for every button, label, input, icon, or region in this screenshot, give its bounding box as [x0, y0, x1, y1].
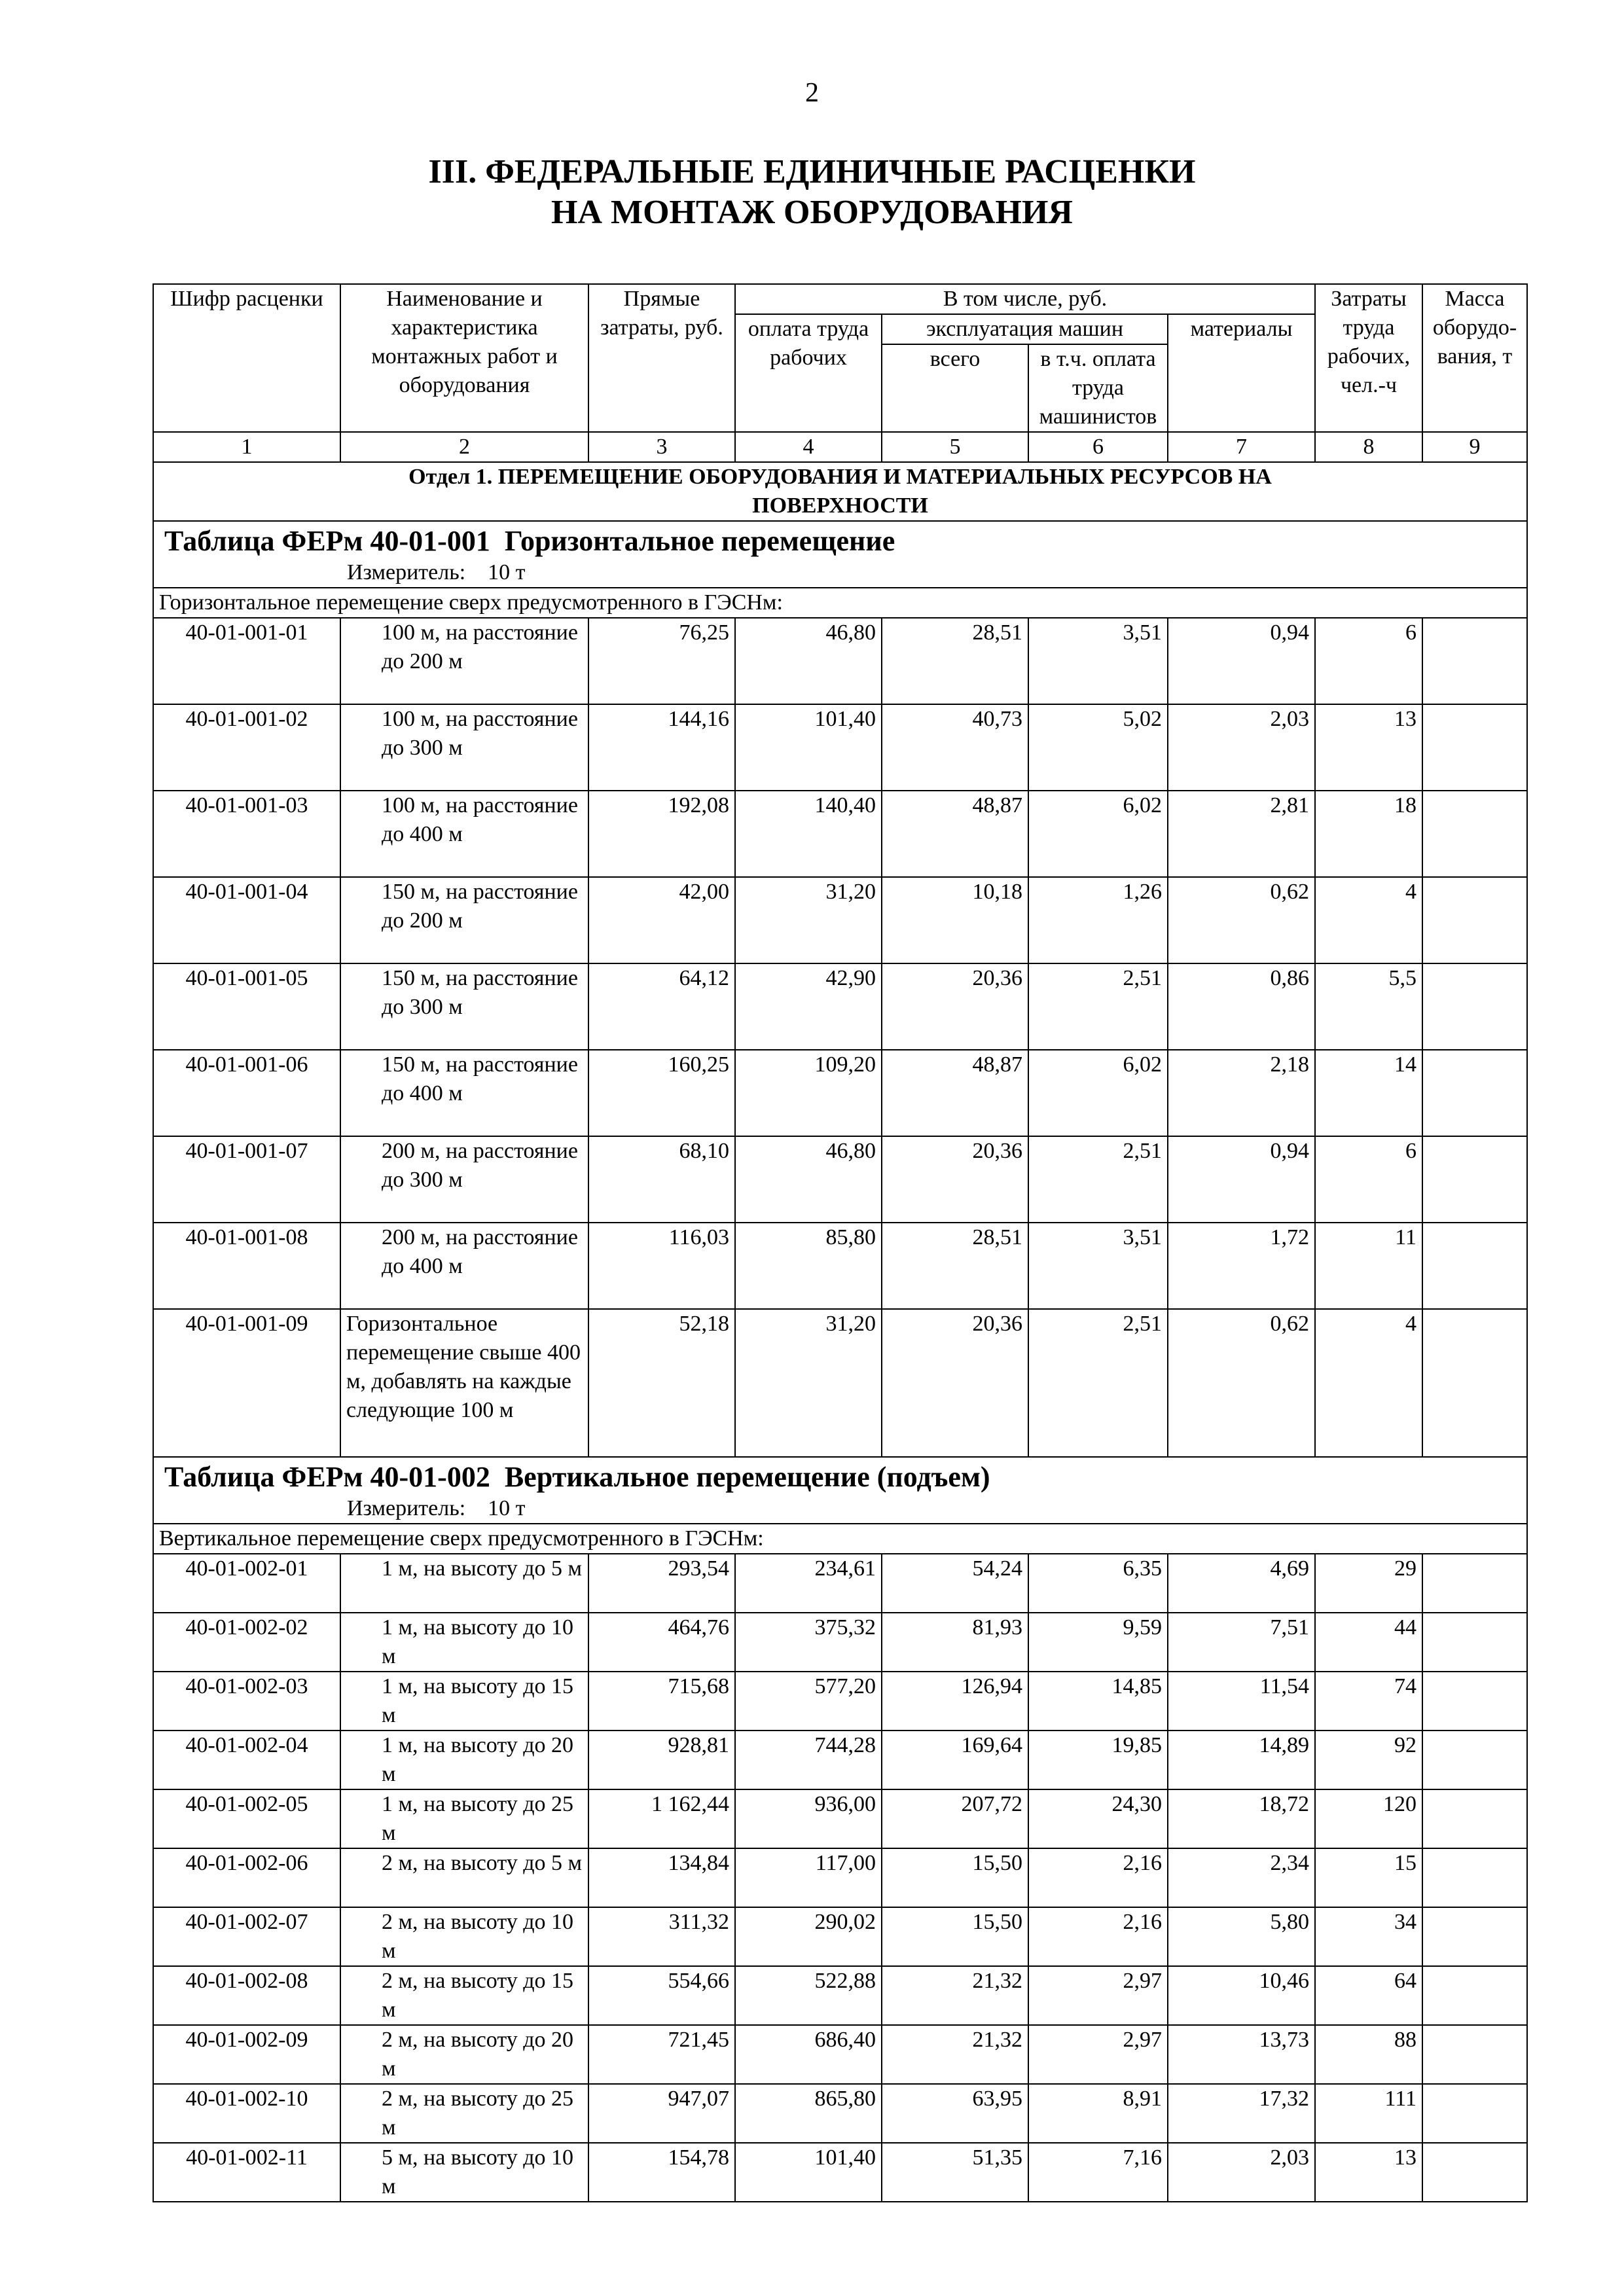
table-row	[153, 1672, 1527, 1731]
table-row	[153, 1050, 1527, 1136]
equipment-mass	[1422, 1789, 1527, 1848]
machine-cost: 48,87	[882, 1050, 1028, 1136]
work-name: 150 м, на расстояние до 300 м	[340, 963, 588, 1050]
header-materials: материалы	[1168, 314, 1315, 432]
machine-cost: 63,95	[882, 2084, 1028, 2143]
machine-cost: 10,18	[882, 877, 1028, 963]
rate-code: 40-01-001-04	[153, 877, 340, 963]
work-name: 2 м, на высоту до 25 м	[340, 2084, 588, 2143]
materials-cost: 2,03	[1168, 704, 1315, 791]
materials-cost: 0,94	[1168, 1136, 1315, 1223]
rates-table	[153, 283, 1528, 2202]
work-name: 2 м, на высоту до 10 м	[340, 1907, 588, 1966]
direct-cost: 52,18	[588, 1309, 735, 1457]
materials-cost: 0,86	[1168, 963, 1315, 1050]
equipment-mass	[1422, 1848, 1527, 1907]
table-row	[153, 2084, 1527, 2143]
machine-cost: 20,36	[882, 1136, 1028, 1223]
table-row	[153, 2143, 1527, 2202]
machinist-pay: 3,51	[1028, 1223, 1168, 1309]
machine-cost: 15,50	[882, 1907, 1028, 1966]
labor-pay: 140,40	[735, 791, 882, 877]
machine-cost: 126,94	[882, 1672, 1028, 1731]
direct-cost: 68,10	[588, 1136, 735, 1223]
table-title: Таблица ФЕРм 40-01-002 Вертикальное перемещение (подъем)	[164, 1461, 990, 1493]
direct-cost: 947,07	[588, 2084, 735, 2143]
labor-hours: 44	[1315, 1613, 1422, 1672]
equipment-mass	[1422, 1613, 1527, 1672]
section-title-line-2: ПОВЕРХНОСТИ	[752, 493, 928, 518]
work-name: 1 м, на высоту до 15 м	[340, 1672, 588, 1731]
machine-cost: 20,36	[882, 963, 1028, 1050]
header-labor-cost: Затраты труда рабочих, чел.-ч	[1315, 284, 1422, 432]
labor-hours: 14	[1315, 1050, 1422, 1136]
labor-pay: 522,88	[735, 1966, 882, 2025]
direct-cost: 192,08	[588, 791, 735, 877]
direct-cost: 76,25	[588, 618, 735, 704]
labor-pay: 117,00	[735, 1848, 882, 1907]
equipment-mass	[1422, 1136, 1527, 1223]
labor-hours: 13	[1315, 2143, 1422, 2202]
table-row	[153, 1554, 1527, 1613]
direct-cost: 134,84	[588, 1848, 735, 1907]
rate-code: 40-01-001-02	[153, 704, 340, 791]
materials-cost: 10,46	[1168, 1966, 1315, 2025]
work-name: 2 м, на высоту до 5 м	[340, 1848, 588, 1907]
labor-hours: 6	[1315, 618, 1422, 704]
column-number: 4	[735, 432, 882, 462]
equipment-mass	[1422, 618, 1527, 704]
labor-pay: 375,32	[735, 1613, 882, 1672]
machine-cost: 48,87	[882, 791, 1028, 877]
labor-hours: 74	[1315, 1672, 1422, 1731]
labor-hours: 88	[1315, 2025, 1422, 2084]
table-row	[153, 704, 1527, 791]
table-row	[153, 1309, 1527, 1457]
materials-cost: 13,73	[1168, 2025, 1315, 2084]
column-number: 2	[340, 432, 588, 462]
header-direct: Прямые затраты, руб.	[588, 284, 735, 432]
rate-code: 40-01-001-08	[153, 1223, 340, 1309]
work-name: 1 м, на высоту до 20 м	[340, 1731, 588, 1789]
labor-hours: 15	[1315, 1848, 1422, 1907]
machinist-pay: 24,30	[1028, 1789, 1168, 1848]
header-total: всего	[882, 344, 1028, 432]
table-subheader: Вертикальное перемещение сверх предусмотренного в ГЭСНм:	[153, 1524, 1527, 1554]
machinist-pay: 2,51	[1028, 1136, 1168, 1223]
table-measure: Измеритель: 10 т	[347, 560, 526, 584]
materials-cost: 0,94	[1168, 618, 1315, 704]
materials-cost: 7,51	[1168, 1613, 1315, 1672]
materials-cost: 2,81	[1168, 791, 1315, 877]
column-number: 6	[1028, 432, 1168, 462]
direct-cost: 464,76	[588, 1613, 735, 1672]
equipment-mass	[1422, 1966, 1527, 2025]
materials-cost: 5,80	[1168, 1907, 1315, 1966]
table-row	[153, 791, 1527, 877]
equipment-mass	[1422, 2143, 1527, 2202]
equipment-mass	[1422, 1672, 1527, 1731]
machinist-pay: 19,85	[1028, 1731, 1168, 1789]
section-row	[153, 462, 1527, 521]
rate-code: 40-01-001-05	[153, 963, 340, 1050]
labor-hours: 5,5	[1315, 963, 1422, 1050]
machinist-pay: 5,02	[1028, 704, 1168, 791]
section-title	[153, 462, 1527, 521]
work-name: 2 м, на высоту до 20 м	[340, 2025, 588, 2084]
table-row	[153, 877, 1527, 963]
section-title-line-1: Отдел 1. ПЕРЕМЕЩЕНИЕ ОБОРУДОВАНИЯ И МАТЕРИАЛЬНЫХ РЕСУРСОВ НА	[408, 465, 1272, 489]
table-row	[153, 1223, 1527, 1309]
machine-cost: 28,51	[882, 618, 1028, 704]
page-title	[0, 152, 1624, 233]
table-row	[153, 1789, 1527, 1848]
rate-code: 40-01-002-08	[153, 1966, 340, 2025]
labor-hours: 11	[1315, 1223, 1422, 1309]
work-name: 5 м, на высоту до 10 м	[340, 2143, 588, 2202]
work-name: 1 м, на высоту до 5 м	[340, 1554, 588, 1613]
machinist-pay: 6,02	[1028, 791, 1168, 877]
table-row	[153, 2025, 1527, 2084]
machine-cost: 21,32	[882, 1966, 1028, 2025]
table-row	[153, 963, 1527, 1050]
materials-cost: 2,03	[1168, 2143, 1315, 2202]
column-number: 1	[153, 432, 340, 462]
machine-cost: 20,36	[882, 1309, 1028, 1457]
labor-pay: 234,61	[735, 1554, 882, 1613]
work-name: 150 м, на расстояние до 200 м	[340, 877, 588, 963]
column-number: 8	[1315, 432, 1422, 462]
machine-cost: 21,32	[882, 2025, 1028, 2084]
rate-code: 40-01-002-10	[153, 2084, 340, 2143]
table-subheader: Горизонтальное перемещение сверх предусмотренного в ГЭСНм:	[153, 588, 1527, 618]
labor-pay: 46,80	[735, 618, 882, 704]
work-name: 2 м, на высоту до 15 м	[340, 1966, 588, 2025]
machinist-pay: 2,51	[1028, 1309, 1168, 1457]
work-name: 100 м, на расстояние до 400 м	[340, 791, 588, 877]
table-row	[153, 1731, 1527, 1789]
machine-cost: 54,24	[882, 1554, 1028, 1613]
rate-code: 40-01-001-07	[153, 1136, 340, 1223]
machine-cost: 169,64	[882, 1731, 1028, 1789]
labor-hours: 120	[1315, 1789, 1422, 1848]
work-name: 200 м, на расстояние до 300 м	[340, 1136, 588, 1223]
work-name: 200 м, на расстояние до 400 м	[340, 1223, 588, 1309]
table-row	[153, 1907, 1527, 1966]
labor-hours: 6	[1315, 1136, 1422, 1223]
direct-cost: 554,66	[588, 1966, 735, 2025]
materials-cost: 18,72	[1168, 1789, 1315, 1848]
materials-cost: 4,69	[1168, 1554, 1315, 1613]
direct-cost: 311,32	[588, 1907, 735, 1966]
header-including: В том числе, руб.	[735, 284, 1315, 314]
equipment-mass	[1422, 791, 1527, 877]
rate-code: 40-01-002-11	[153, 2143, 340, 2202]
equipment-mass	[1422, 704, 1527, 791]
machine-cost: 40,73	[882, 704, 1028, 791]
rate-code: 40-01-002-03	[153, 1672, 340, 1731]
page-number: 2	[805, 78, 819, 108]
direct-cost: 1 162,44	[588, 1789, 735, 1848]
materials-cost: 2,18	[1168, 1050, 1315, 1136]
header-row	[153, 284, 1527, 314]
machinist-pay: 6,35	[1028, 1554, 1168, 1613]
rate-code: 40-01-001-09	[153, 1309, 340, 1457]
machine-cost: 81,93	[882, 1613, 1028, 1672]
table-title-row	[153, 521, 1527, 588]
header-machine-op: эксплуатация машин	[882, 314, 1168, 344]
machine-cost: 51,35	[882, 2143, 1028, 2202]
header-mass: Масса оборудо-вания, т	[1422, 284, 1527, 432]
labor-pay: 290,02	[735, 1907, 882, 1966]
materials-cost: 11,54	[1168, 1672, 1315, 1731]
table-title: Таблица ФЕРм 40-01-001 Горизонтальное перемещение	[164, 525, 895, 557]
header-code: Шифр расценки	[153, 284, 340, 432]
table-title-row	[153, 1457, 1527, 1524]
column-number: 5	[882, 432, 1028, 462]
equipment-mass	[1422, 877, 1527, 963]
equipment-mass	[1422, 1554, 1527, 1613]
table-subheader-row	[153, 588, 1527, 618]
rate-code: 40-01-002-06	[153, 1848, 340, 1907]
labor-pay: 101,40	[735, 704, 882, 791]
direct-cost: 144,16	[588, 704, 735, 791]
labor-hours: 29	[1315, 1554, 1422, 1613]
machinist-pay: 6,02	[1028, 1050, 1168, 1136]
column-number: 9	[1422, 432, 1527, 462]
labor-pay: 101,40	[735, 2143, 882, 2202]
equipment-mass	[1422, 1907, 1527, 1966]
page-title-line-1: III. ФЕДЕРАЛЬНЫЕ ЕДИНИЧНЫЕ РАСЦЕНКИ	[428, 153, 1196, 190]
materials-cost: 0,62	[1168, 877, 1315, 963]
work-name: 150 м, на расстояние до 400 м	[340, 1050, 588, 1136]
labor-hours: 92	[1315, 1731, 1422, 1789]
equipment-mass	[1422, 1731, 1527, 1789]
table-row	[153, 1136, 1527, 1223]
machine-cost: 28,51	[882, 1223, 1028, 1309]
labor-pay: 85,80	[735, 1223, 882, 1309]
labor-pay: 109,20	[735, 1050, 882, 1136]
labor-pay: 744,28	[735, 1731, 882, 1789]
work-name: Горизонтальное перемещение свыше 400 м, добавлять на каждые следующие 100 м	[340, 1309, 588, 1457]
materials-cost: 1,72	[1168, 1223, 1315, 1309]
direct-cost: 928,81	[588, 1731, 735, 1789]
machinist-pay: 2,97	[1028, 1966, 1168, 2025]
equipment-mass	[1422, 1223, 1527, 1309]
labor-pay: 31,20	[735, 1309, 882, 1457]
column-numbers-row	[153, 432, 1527, 462]
header-labor-pay: оплата труда рабочих	[735, 314, 882, 432]
rate-code: 40-01-002-09	[153, 2025, 340, 2084]
labor-pay: 936,00	[735, 1789, 882, 1848]
column-number: 7	[1168, 432, 1315, 462]
materials-cost: 2,34	[1168, 1848, 1315, 1907]
machinist-pay: 2,97	[1028, 2025, 1168, 2084]
equipment-mass	[1422, 1050, 1527, 1136]
machinist-pay: 8,91	[1028, 2084, 1168, 2143]
direct-cost: 721,45	[588, 2025, 735, 2084]
labor-pay: 46,80	[735, 1136, 882, 1223]
direct-cost: 154,78	[588, 2143, 735, 2202]
table-row	[153, 1848, 1527, 1907]
labor-hours: 4	[1315, 1309, 1422, 1457]
table-title-cell	[153, 521, 1527, 588]
machinist-pay: 2,16	[1028, 1907, 1168, 1966]
direct-cost: 64,12	[588, 963, 735, 1050]
work-name: 1 м, на высоту до 10 м	[340, 1613, 588, 1672]
rate-code: 40-01-001-01	[153, 618, 340, 704]
rate-code: 40-01-002-04	[153, 1731, 340, 1789]
labor-hours: 111	[1315, 2084, 1422, 2143]
table-row	[153, 618, 1527, 704]
labor-pay: 42,90	[735, 963, 882, 1050]
direct-cost: 715,68	[588, 1672, 735, 1731]
materials-cost: 14,89	[1168, 1731, 1315, 1789]
machinist-pay: 2,16	[1028, 1848, 1168, 1907]
column-number: 3	[588, 432, 735, 462]
direct-cost: 293,54	[588, 1554, 735, 1613]
rate-code: 40-01-002-05	[153, 1789, 340, 1848]
rate-code: 40-01-001-06	[153, 1050, 340, 1136]
labor-hours: 34	[1315, 1907, 1422, 1966]
table-row	[153, 1613, 1527, 1672]
header-incl-machinist: в т.ч. оплата труда машинистов	[1028, 344, 1168, 432]
direct-cost: 116,03	[588, 1223, 735, 1309]
labor-pay: 31,20	[735, 877, 882, 963]
machine-cost: 15,50	[882, 1848, 1028, 1907]
machinist-pay: 3,51	[1028, 618, 1168, 704]
table-measure: Измеритель: 10 т	[347, 1496, 526, 1520]
table-row	[153, 1966, 1527, 2025]
rate-code: 40-01-002-01	[153, 1554, 340, 1613]
machinist-pay: 9,59	[1028, 1613, 1168, 1672]
table-subheader-row	[153, 1524, 1527, 1554]
work-name: 100 м, на расстояние до 300 м	[340, 704, 588, 791]
materials-cost: 0,62	[1168, 1309, 1315, 1457]
page-title-line-2: НА МОНТАЖ ОБОРУДОВАНИЯ	[551, 194, 1073, 231]
rate-code: 40-01-002-02	[153, 1613, 340, 1672]
machinist-pay: 14,85	[1028, 1672, 1168, 1731]
labor-pay: 865,80	[735, 2084, 882, 2143]
machinist-pay: 2,51	[1028, 963, 1168, 1050]
work-name: 1 м, на высоту до 25 м	[340, 1789, 588, 1848]
labor-pay: 577,20	[735, 1672, 882, 1731]
labor-hours: 4	[1315, 877, 1422, 963]
equipment-mass	[1422, 963, 1527, 1050]
machinist-pay: 7,16	[1028, 2143, 1168, 2202]
equipment-mass	[1422, 2084, 1527, 2143]
materials-cost: 17,32	[1168, 2084, 1315, 2143]
machinist-pay: 1,26	[1028, 877, 1168, 963]
labor-hours: 13	[1315, 704, 1422, 791]
work-name: 100 м, на расстояние до 200 м	[340, 618, 588, 704]
equipment-mass	[1422, 2025, 1527, 2084]
direct-cost: 42,00	[588, 877, 735, 963]
machine-cost: 207,72	[882, 1789, 1028, 1848]
header-name: Наименование и характеристика монтажных работ и оборудования	[340, 284, 588, 432]
labor-hours: 64	[1315, 1966, 1422, 2025]
labor-hours: 18	[1315, 791, 1422, 877]
rate-code: 40-01-001-03	[153, 791, 340, 877]
rate-code: 40-01-002-07	[153, 1907, 340, 1966]
direct-cost: 160,25	[588, 1050, 735, 1136]
labor-pay: 686,40	[735, 2025, 882, 2084]
table-title-cell	[153, 1457, 1527, 1524]
equipment-mass	[1422, 1309, 1527, 1457]
